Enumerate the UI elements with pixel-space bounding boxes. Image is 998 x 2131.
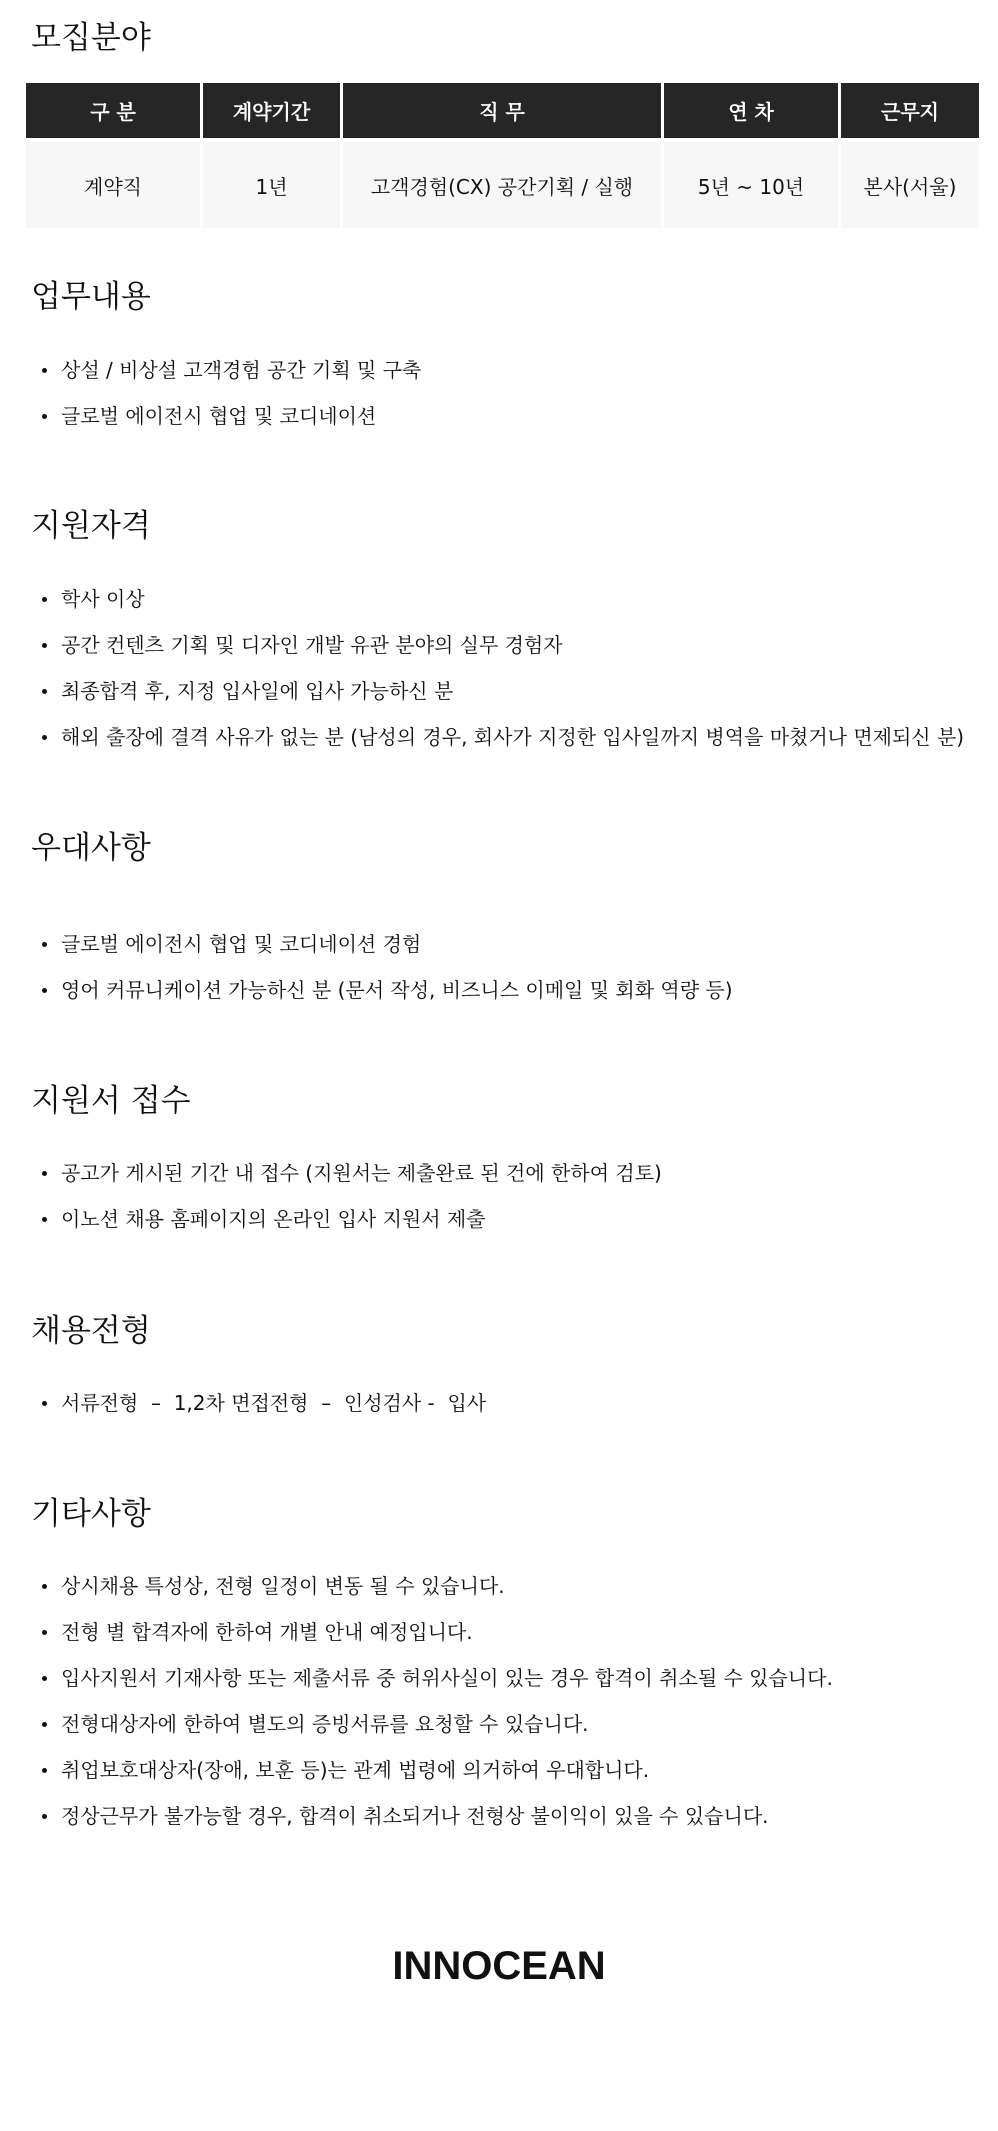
- list-item: 공간 컨텐츠 기획 및 디자인 개발 유관 분야의 실무 경험자: [40, 622, 964, 668]
- list-item: 학사 이상: [40, 576, 964, 622]
- list-item: 서류전형 – 1,2차 면접전형 – 인성검사 - 입사: [40, 1380, 486, 1426]
- recruit-table-header: 연 차: [664, 83, 838, 142]
- duties-list: [40, 347, 421, 439]
- list-item: 글로벌 에이전시 협업 및 코디네이션 경험: [40, 921, 733, 967]
- list-item: 글로벌 에이전시 협업 및 코디네이션: [40, 393, 421, 439]
- list-item: 이노션 채용 홈페이지의 온라인 입사 지원서 제출: [40, 1196, 662, 1242]
- preferences-list: [40, 921, 733, 1013]
- list-item: 영어 커뮤니케이션 가능하신 분 (문서 작성, 비즈니스 이메일 및 회화 역량 등): [40, 967, 733, 1013]
- section-title-process: 채용전형: [31, 1313, 151, 1349]
- list-item: 입사지원서 기재사항 또는 제출서류 중 허위사실이 있는 경우 합격이 취소될 수 있습니다.: [40, 1655, 833, 1701]
- recruit-table-header-row: [26, 83, 979, 142]
- recruit-table: [23, 83, 982, 228]
- recruit-table-header: 계약기간: [203, 83, 340, 142]
- section-title-etc: 기타사항: [31, 1496, 151, 1532]
- recruit-table-cell: 1년: [203, 142, 340, 228]
- application-list: [40, 1150, 662, 1242]
- recruit-table-header: 구 분: [26, 83, 200, 142]
- list-item: 취업보호대상자(장애, 보훈 등)는 관계 법령에 의거하여 우대합니다.: [40, 1747, 833, 1793]
- process-list: [40, 1380, 486, 1426]
- list-item: 정상근무가 불가능할 경우, 합격이 취소되거나 전형상 불이익이 있을 수 있습니다.: [40, 1793, 833, 1839]
- list-item: 전형 별 합격자에 한하여 개별 안내 예정입니다.: [40, 1609, 833, 1655]
- table-row: [26, 142, 979, 228]
- section-title-duties: 업무내용: [31, 279, 151, 315]
- recruit-table-cell: 5년 ~ 10년: [664, 142, 838, 228]
- etc-list: [40, 1563, 833, 1839]
- list-item: 최종합격 후, 지정 입사일에 입사 가능하신 분: [40, 668, 964, 714]
- qualifications-list: [40, 576, 964, 760]
- innocean-logo: INNOCEAN: [392, 1944, 606, 1988]
- section-title-application: 지원서 접수: [31, 1083, 191, 1119]
- list-item: 상설 / 비상설 고객경험 공간 기획 및 구축: [40, 347, 421, 393]
- list-item: 해외 출장에 결격 사유가 없는 분 (남성의 경우, 회사가 지정한 입사일까지 병역을 마쳤거나 면제되신 분): [40, 714, 964, 760]
- recruit-table-cell: 고객경험(CX) 공간기획 / 실행: [343, 142, 661, 228]
- recruit-table-cell: 계약직: [26, 142, 200, 228]
- list-item: 공고가 게시된 기간 내 접수 (지원서는 제출완료 된 건에 한하여 검토): [40, 1150, 662, 1196]
- section-title-qualifications: 지원자격: [31, 508, 151, 544]
- list-item: 상시채용 특성상, 전형 일정이 변동 될 수 있습니다.: [40, 1563, 833, 1609]
- list-item: 전형대상자에 한하여 별도의 증빙서류를 요청할 수 있습니다.: [40, 1701, 833, 1747]
- section-title-recruit-field: 모집분야: [31, 20, 151, 56]
- section-title-preferences: 우대사항: [31, 830, 151, 866]
- recruit-table-header: 직 무: [343, 83, 661, 142]
- recruit-table-cell: 본사(서울): [841, 142, 979, 228]
- recruit-table-header: 근무지: [841, 83, 979, 142]
